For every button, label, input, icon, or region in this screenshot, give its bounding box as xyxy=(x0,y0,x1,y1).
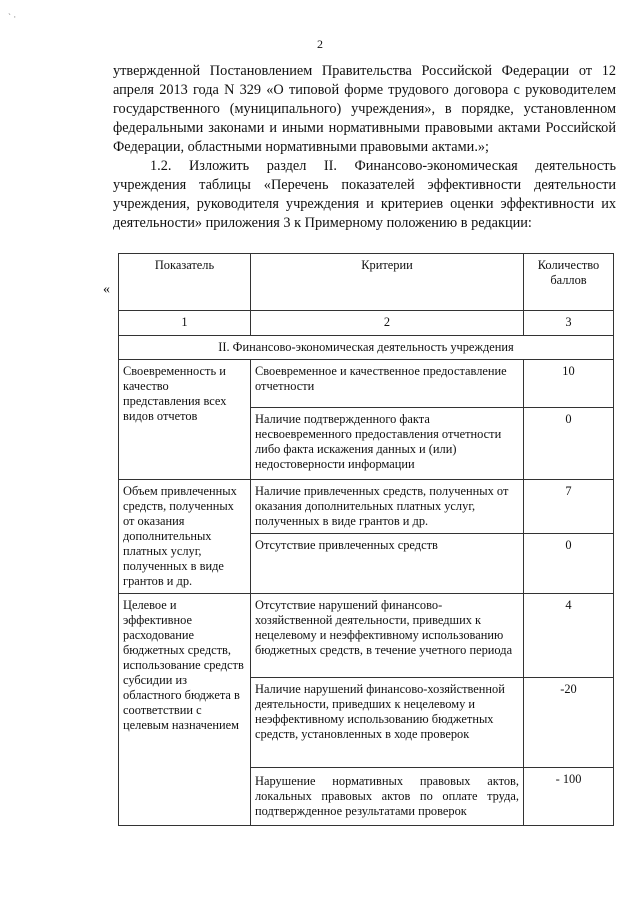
table-row xyxy=(119,480,614,534)
body-text xyxy=(113,62,616,233)
criterion-cell: Своевременное и качественное предоставление отчетности xyxy=(251,360,524,408)
score-cell: - 100 xyxy=(524,768,614,826)
page-number: 2 xyxy=(317,37,323,51)
column-number-row xyxy=(119,311,614,336)
table-row xyxy=(119,594,614,678)
indicator-cell: Объем привлеченных средств, полученных от оказания дополнительных платных услуг, полученных в виде грантов и др. xyxy=(119,480,251,594)
column-number: 3 xyxy=(524,311,614,336)
score-cell: 10 xyxy=(524,360,614,408)
corner-mark: ` · xyxy=(8,12,17,22)
section-title: II. Финансово-экономическая деятельность учреждения xyxy=(119,336,614,360)
table-row xyxy=(119,360,614,408)
opening-quote-mark: « xyxy=(103,282,110,297)
table-header-row xyxy=(119,254,614,311)
criterion-cell: Отсутствие нарушений финансово-хозяйственной деятельности, приведших к нецелевому и неэффективному использованию бюджетных средств, в течение учетного периода xyxy=(251,594,524,678)
score-cell: 7 xyxy=(524,480,614,534)
column-number: 2 xyxy=(251,311,524,336)
criterion-cell: Наличие подтвержденного факта несвоевременного предоставления отчетности либо факта искажения данных и (или) недостоверности информации xyxy=(251,408,524,480)
header-indicator: Показатель xyxy=(119,254,251,311)
criterion-cell: Наличие привлеченных средств, полученных от оказания дополнительных платных услуг, полученных в виде грантов и др. xyxy=(251,480,524,534)
section-row xyxy=(119,336,614,360)
criteria-table xyxy=(118,253,614,826)
criterion-cell: Наличие нарушений финансово-хозяйственной деятельности, приведших к нецелевому и неэффективному использованию бюджетных средств, установленных в ходе проверок xyxy=(251,678,524,768)
score-cell: 0 xyxy=(524,408,614,480)
score-cell: -20 xyxy=(524,678,614,768)
indicator-cell: Своевременность и качество представления всех видов отчетов xyxy=(119,360,251,480)
paragraph-1: утвержденной Постановлением Правительства Российской Федерации от 12 апреля 2013 года N 329 «О типовой форме трудового договора с руководителем государственного (муниципального) учреждения», в порядке, установленном федеральными законами и иными нормативными правовыми актами Российской Федерации, областными нормативными правовыми актами.»; xyxy=(113,63,616,155)
header-score: Количество баллов xyxy=(524,254,614,311)
criterion-cell: Нарушение нормативных правовых актов, локальных правовых актов по оплате труда, подтвержденное результатами проверок xyxy=(251,768,524,826)
paragraph-2: 1.2. Изложить раздел II. Финансово-экономическая деятельность учреждения таблицы «Перечень показателей эффективности деятельности учреждения, руководителя учреждения и критериев оценки эффективности их деятельности» приложения 3 к Примерному положению в редакции: xyxy=(113,158,616,231)
column-number: 1 xyxy=(119,311,251,336)
indicator-cell: Целевое и эффективное расходование бюджетных средств, использование средств субсидии из областного бюджета в соответствии с целевым назначением xyxy=(119,594,251,826)
score-cell: 0 xyxy=(524,534,614,594)
score-cell: 4 xyxy=(524,594,614,678)
criterion-cell: Отсутствие привлеченных средств xyxy=(251,534,524,594)
header-criteria: Критерии xyxy=(251,254,524,311)
